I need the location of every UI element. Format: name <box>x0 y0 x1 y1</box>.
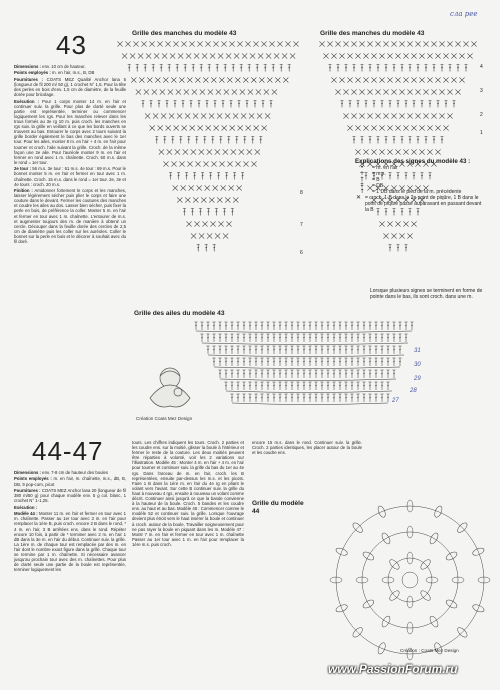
ball-chart-44 <box>330 500 490 660</box>
legend-row: • = m. en l'air <box>355 165 485 171</box>
single-crochet-icon: + <box>359 170 365 177</box>
row-number: 7 <box>300 222 303 228</box>
wing-row-number: 27 <box>392 398 399 404</box>
execution-43: Exécution : Pour 1 corps monter 14 m. en l'air et continuer suiv. la grille. Pour plus de clarté seule une partie est représentée, terminer ou commencer logiquement les rgs. Pour les manches relever dans les trous formés au 3e rg 10 m. puis croch. les manches en rgs suiv. la grille en veillant à ce que les bords ouverts se trouvent au bas. Entourer le corps avec 2 tours suivant la grille border également le bas des manches avec le 1er tour. Pour les ailes, monter 8 m. en l'air + 4 m. en l'air pour tourner et croch. l'aile suivant la grille. Croch. de la même façon une 2e aile. Pour l'auréole monter 9 m. en l'air et fermer en rond avec 1 m. chaînette. Croch. 50 m.s. dans le rond = 1er tour. <box>14 98 126 165</box>
handwritten-note: сла рее <box>450 10 478 18</box>
execution-44: Exécution : <box>14 504 38 510</box>
legend-row: + = m.s. <box>355 171 485 177</box>
legend-43 <box>355 158 485 213</box>
wing-row-number: 28 <box>410 388 417 394</box>
legend-row: ‡ = DB <box>355 183 485 189</box>
materials-43: Fournitures : COATS MEZ Qualité Anchor lana 5 (longueur de fil 200 m/ 50 g), 1 crochet N° 1,5. Pour la tête des perles en bois d'env. 1,5 cm de diamètre, de la feuille dorée pour bricolage. <box>14 76 126 98</box>
legend-row: † = B <box>355 177 485 183</box>
stitches-44: Points employés : m. en l'air, m. chaînette, m.s., dB, B, DB, 9 pop-corn, picot <box>14 476 126 487</box>
materials-44: Fournitures : COATS MEZ Anchor lana 20 (longueur de fil 380 m/50 g) pour chaque modèle env. 5 g col. blanc, 1 crochet N° 1-1,25. <box>14 488 127 504</box>
wing-row-number: 30 <box>414 362 421 368</box>
legend-row: ↑ = 1 DB dans le pied de la m. précédente <box>355 189 485 195</box>
chain-stitch-icon: • <box>360 164 364 171</box>
sleeve-right-stitches <box>319 41 476 251</box>
model-number-44-47: 44-47 <box>32 436 104 466</box>
credit-43: Création Coats Mez Design <box>136 416 193 421</box>
finishing-43: Finition : Amidonner fortement le corps et les manches, laisser légèrement sécher puis plier le corps et faire une couture dans le devant. Fermer les coutures des manches et coudre les ailes au dos. Lasser bien sécher, puis fixer la perle en bois, de préférence la coller. Monter 5 m. en l'air et fermer en tour avec 1 m. chaînette. L'entourer de m.s. et augmenter toujours des m. de manière à obtenir un cercle. Découper dans la feuille dorée des cercles de 2,5 cm de diamètre puis les coller sur les auréoles. Coller le bonnet sur la perle en bois et le décorer à souhait avec du fil doré. <box>14 188 126 245</box>
row-number: 1 <box>480 130 483 136</box>
dimensions-43: Dimensions : env. 10 cm de hauteur. <box>14 64 86 69</box>
grid-title-sleeves-right: Grille des manches du modèle 43 <box>320 30 425 37</box>
row-number: 4 <box>480 64 483 70</box>
wing-row-number: 29 <box>414 376 421 382</box>
stitches-43: Points employés : m. en l'air, m.s., B, DB <box>14 70 95 76</box>
instructions-44 <box>14 470 126 574</box>
treble-icon: † <box>360 176 364 183</box>
rounds-43: 2e tour : 56 m.s. 3e tour : 61 m.s. 4e tour : 69 m.s. Pour le bonnet monter 5 m. en l'air et fermer en tour avec 1 m. chaînette. Croch. 15 m.s. dans le rond = 1er tour. 2e, 3e et 4e tours : croch. 20 m.s. <box>14 166 126 187</box>
double-treble-icon: ‡ <box>360 182 364 189</box>
credit-44: Création : Coats Mez Design <box>400 648 459 653</box>
dtr-foot-icon: ↑ <box>359 188 365 195</box>
grid-title-sleeves-left: Grille des manches du modèle 43 <box>132 30 237 37</box>
row-number: 3 <box>480 88 483 94</box>
grid-title-44: Grille du modèle 44 <box>252 500 304 515</box>
row-number: 8 <box>300 190 303 196</box>
model-number-43: 43 <box>56 30 87 60</box>
row-number: 6 <box>300 250 303 256</box>
legend-note: Lorsque plusieurs signes se terminent en forme de pointe dans le bas, ils sont croch. dans une m. <box>370 288 483 300</box>
legend-title: Explications des signes du modèle 43 : <box>355 158 471 165</box>
sleeve-left-stitches <box>117 41 298 251</box>
legend-row: ✕ = croch. 1 B dans le 2e point de piqûre, 1 B dans le point de piqûre passé auparavant en passant devant la B <box>355 194 482 213</box>
crossed-treble-icon: ✕ <box>355 194 361 201</box>
angel-illustration <box>150 368 190 407</box>
wing-row-number: 31 <box>414 348 421 354</box>
footer-watermark: www.PassionForum.ru <box>328 662 458 676</box>
instructions-45-47: tours. Les chiffres indiquent les tours. Croch. 2 parties et les coudre ens. sur la moitié, glisser la boule à l'intérieur et fermer le reste de la couture. Les deux moitiés peuvent être réparties à volonté, voir les 2 variations sur l'illustration. Modèle 45 : Monter 4 m. en l'air + 4 m. en l'air pour tourner et continuer suiv. la grille du bas du 1er au 4e rgs. Dans l'arceau de m. en l'air, croch. les B représentées, ensuite par-dessus les m.s. et les picots. Faire 1 B dans la 1ère m. en l'air du 4e rg en pliant le volant vers l'avant. Sur cette B continuer suiv. la grille du haut à nouveau 4 rgs, ensuite à nouveau un volant comme décrit. Continuer ainsi jusqu'à ce que la bande convienne à la hauteur de la boule. Croch. 5 bandes et les coudre ens. au haut et au bas. Modèle 46 : Commencer comme le modèle 52 et continuer suiv. la grille. Lorsque l'ouvrage devient plus étroit vers le haut insérer la boule et continuer à croch. autour de la boule. Travailler soigneusement pour ne pas rayer la boule en piquant dans les m. Modèle 47 : Montr 7 m. en l'air et fermer en tour avec 1 m. chaînette Passer au 1er tour avec 1 m. en l'air pour remplacer la 1ère m.s. puis croch. <box>132 440 244 547</box>
model-44-text: Modèle 44 : Monter 11 m. en l'air et fermer en tour avec 1 m. chaînette. Passer au 1er tour avec 3 m. en l'air pour remplacer la 1ère B, puis croch. encore 2 B dans le rond, * 4 m. en l'air, 3 B arrêtées ens. dans le rond. Répéter encore 10 fois, à partir de * terminer avec 2 m. en l'air 1 dB dans la 3e m. en l'air du début. Continuer suiv. la grille. La 1ère m. de chaque tour est remplacée par des m. en l'air dont le nombre exact figure dans la grille. Chaque tour se termine par 1 m. chaînette. Si nécessaire avancer jusqu'au prochain tour avec des m. chaînettes. Pour plus de clarté seule une partie de la boule est représentée, terminer logiquement les <box>14 511 127 573</box>
dimensions-44: Dimensions : env. 7-8 cm de hauteur des boules <box>14 470 109 475</box>
wing-stitches <box>195 322 414 405</box>
instructions-43 <box>14 64 126 246</box>
grid-title-wings: Grille des ailes du modèle 43 <box>134 310 225 317</box>
instructions-47-end: encore 15 m.s. dans le rond. Continuer suiv. la grille. Croch. 2 parties identiques, les placer autour de la boule et les coudre ens. <box>252 440 362 456</box>
row-number: 2 <box>480 112 483 118</box>
